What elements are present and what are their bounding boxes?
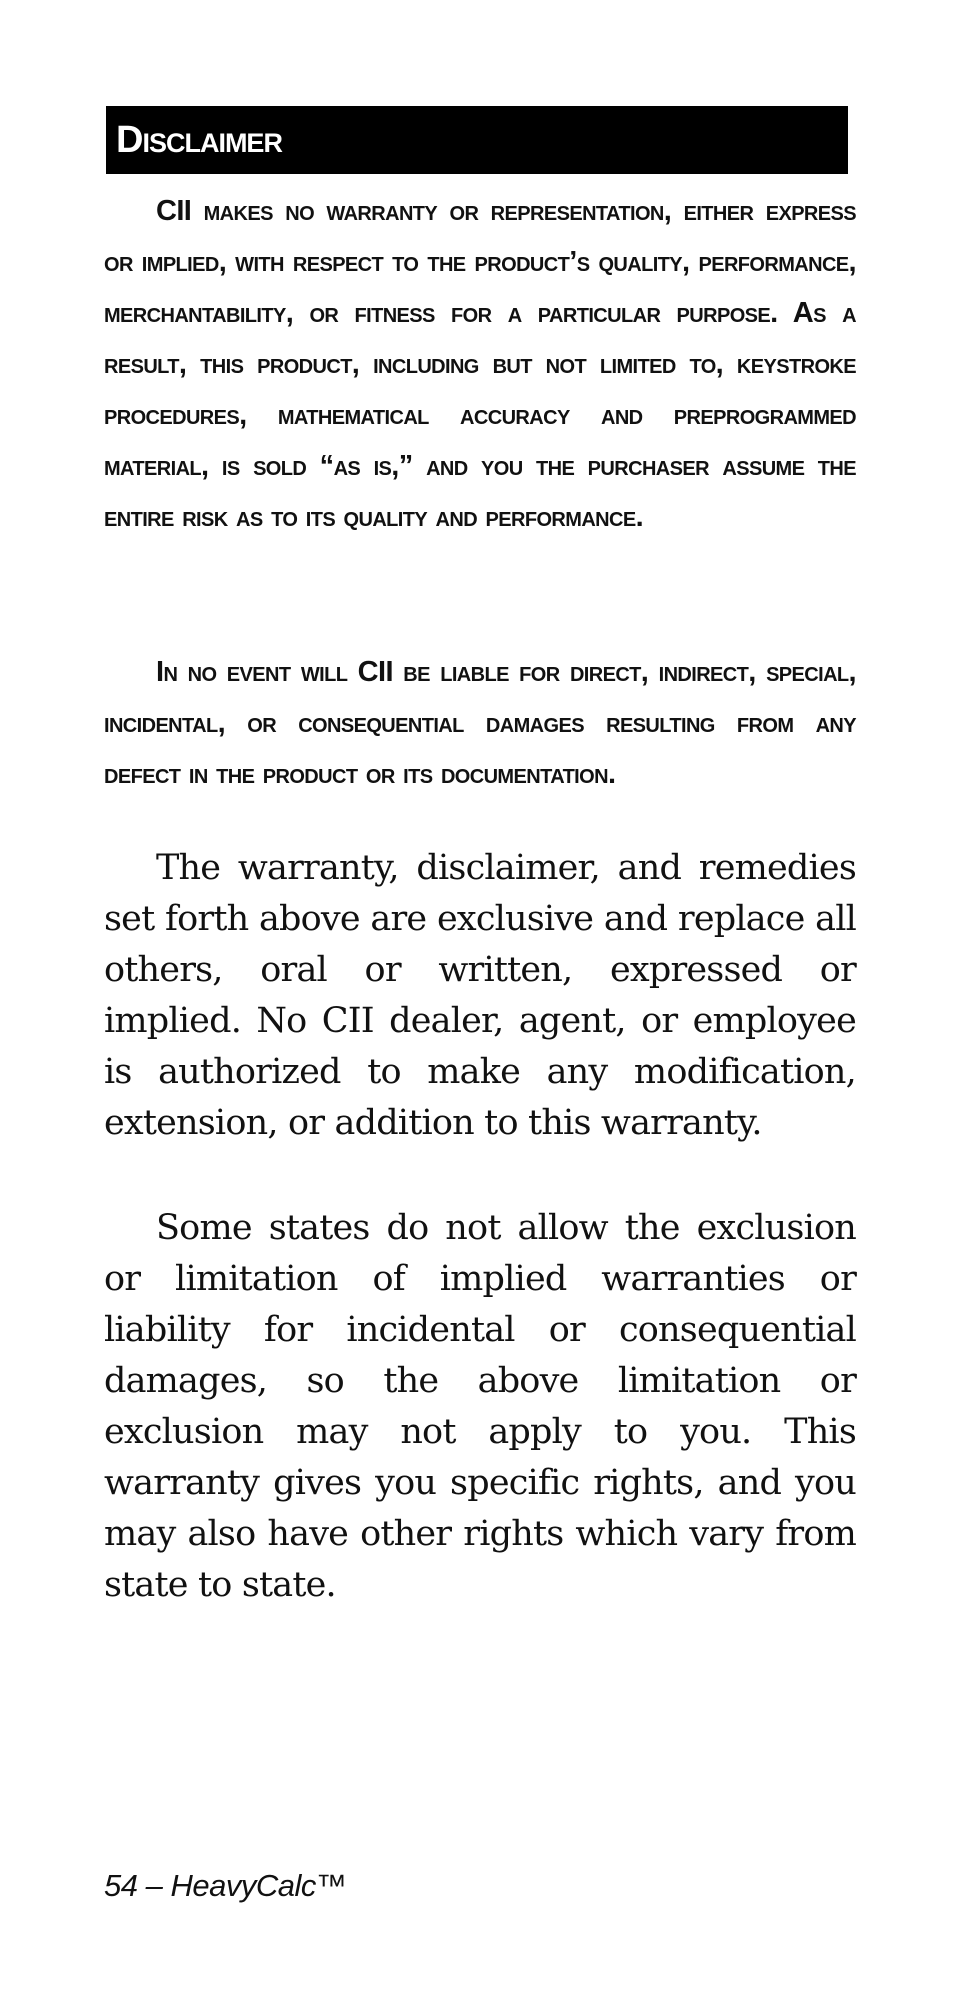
state-rights-paragraph: Some states do not allow the exclusion or limitation of implied warranties or liability for incidental or consequential damages, so the above limitation or exclusion may not apply to you. This warranty gives you specific rights, and you may also have other rights which vary from state to state. — [104, 1208, 856, 1605]
page-footer: 54 – HeavyCalc™ — [104, 1868, 347, 1903]
section-title: Disclaimer — [116, 119, 282, 161]
exclusive-remedies-paragraph: The warranty, disclaimer, and remedies set forth above are exclusive and replace all others, oral or written, expressed or implied. No CII dealer, agent, or employee is authorized to make any modification, extension, or addition to this warranty. — [104, 848, 856, 1143]
warranty-disclaimer-paragraph: CII makes no warranty or representation, either express or implied, with respect to the product’s quality, performance, merchantability, or fitness for a particular purpose. As a result, this product, including but not limited to, keystroke procedures, mathematical accuracy and preprogrammed material, is sold “as is,” and you the purchaser assume the entire risk as to its quality and performance. — [104, 195, 856, 533]
section-header-bar — [106, 106, 848, 174]
liability-limitation-paragraph: In no event will CII be liable for direct, indirect, special, incidental, or consequential damages resulting from any defect in the product or its documentation. — [104, 656, 856, 790]
